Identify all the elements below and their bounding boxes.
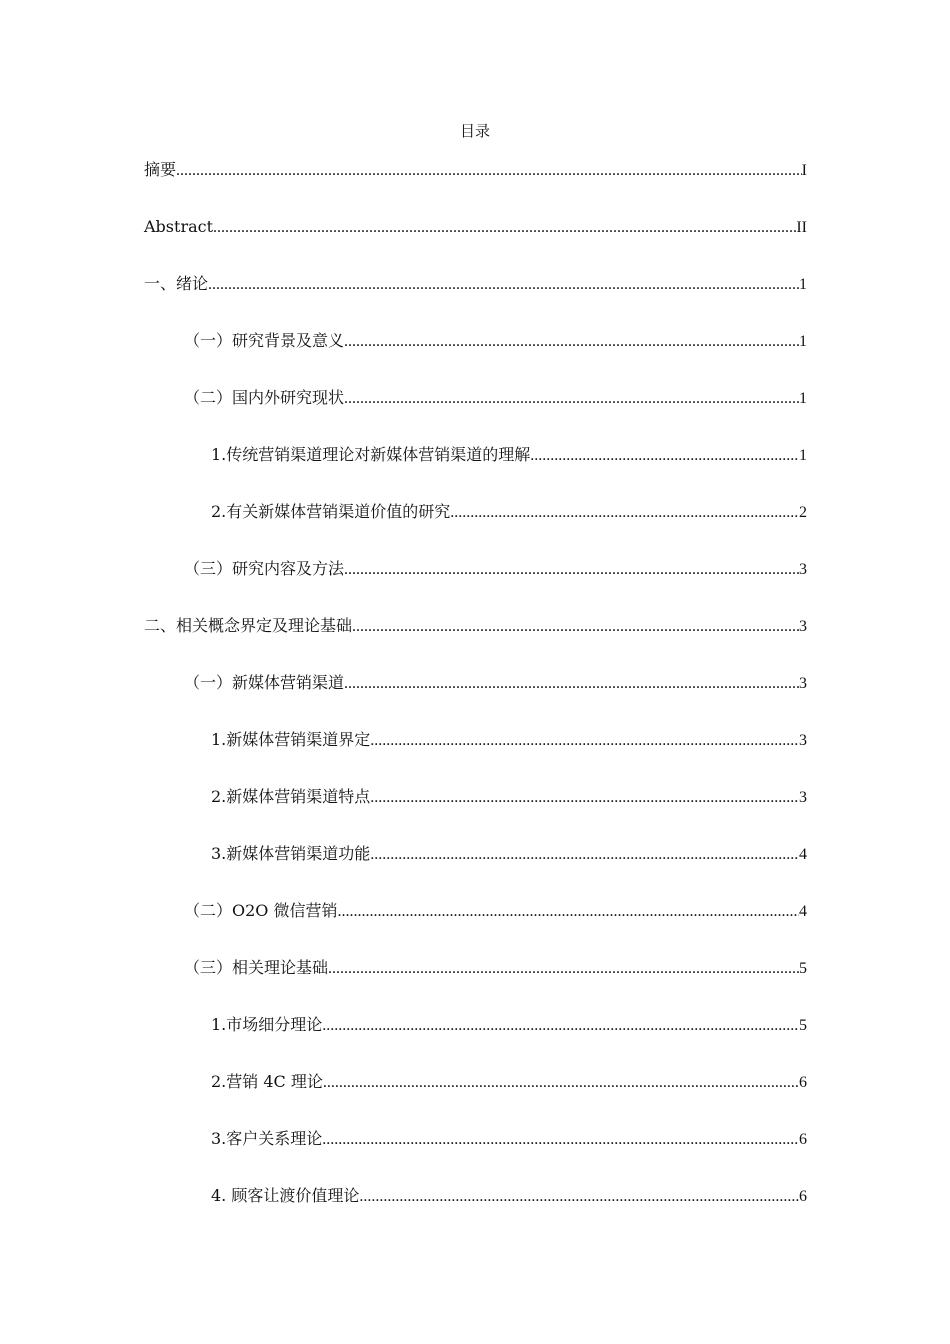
toc-dot-leader — [176, 159, 802, 183]
toc-entry-label: 3.客户关系理论 — [211, 1129, 323, 1148]
toc-entry-page: 6 — [799, 1188, 807, 1205]
toc-entry[interactable] — [144, 386, 807, 443]
toc-dot-leader — [344, 387, 799, 411]
toc-entry-label: （一）研究背景及意义 — [184, 331, 345, 350]
toc-dot-leader — [344, 558, 799, 582]
toc-entry-label: 2.营销 4C 理论 — [211, 1072, 323, 1091]
toc-title: 目录 — [459, 122, 490, 140]
toc-entry-label: 2.有关新媒体营销渠道价值的研究 — [211, 502, 451, 521]
toc-entry-page: 1 — [799, 390, 807, 407]
toc-dot-leader — [359, 1185, 799, 1209]
toc-entry-label: 摘要 — [144, 160, 177, 179]
toc-entry-page: I — [801, 162, 807, 179]
toc-dot-leader — [323, 1071, 799, 1095]
toc-entry[interactable] — [144, 1184, 807, 1241]
toc-entry-label: 2.新媒体营销渠道特点 — [211, 787, 371, 806]
toc-entry-page: 3 — [799, 789, 807, 806]
toc-entry-page: 3 — [799, 618, 807, 635]
toc-entry-page: 6 — [799, 1074, 807, 1091]
toc-entry[interactable] — [144, 842, 807, 899]
toc-entry-page: 5 — [799, 960, 807, 977]
toc-entry-page: 4 — [799, 903, 807, 920]
toc-dot-leader — [370, 729, 799, 753]
toc-dot-leader — [370, 843, 799, 867]
toc-entry-page: 1 — [799, 333, 807, 350]
toc-entry-label: 一、绪论 — [144, 274, 209, 293]
toc-entry[interactable] — [144, 272, 807, 329]
toc-dot-leader — [208, 273, 799, 297]
toc-entry-page: 1 — [799, 276, 807, 293]
toc-entry-page: 2 — [799, 504, 807, 521]
toc-entry-page: 3 — [799, 675, 807, 692]
toc-entry-page: 1 — [799, 447, 807, 464]
toc-dot-leader — [322, 1014, 799, 1038]
toc-entry-page: 4 — [799, 846, 807, 863]
toc-entry[interactable] — [144, 671, 807, 728]
toc-entry[interactable] — [144, 614, 807, 671]
toc-dot-leader — [322, 1128, 799, 1152]
toc-entry-label: 1.市场细分理论 — [211, 1015, 323, 1034]
toc-dot-leader — [338, 900, 799, 924]
toc-entry[interactable] — [144, 500, 807, 557]
toc-dot-leader — [530, 444, 799, 468]
toc-dot-leader — [344, 330, 799, 354]
toc-entry-page: 5 — [799, 1017, 807, 1034]
toc-entry-label: （三）研究内容及方法 — [184, 559, 345, 578]
toc-entry[interactable] — [144, 728, 807, 785]
toc-entry-label: （二）国内外研究现状 — [184, 388, 345, 407]
toc-entry-label: 1.传统营销渠道理论对新媒体营销渠道的理解 — [211, 445, 531, 464]
toc-entry-label: 4. 顾客让渡价值理论 — [211, 1186, 360, 1205]
toc-entry[interactable] — [144, 329, 807, 386]
toc-entry[interactable] — [144, 1070, 807, 1127]
toc-entry-label: 1.新媒体营销渠道界定 — [211, 730, 371, 749]
toc-entry-label: （二）O2O 微信营销 — [184, 901, 338, 920]
toc-entry[interactable] — [144, 158, 807, 215]
toc-entry-label: Abstract — [144, 217, 214, 236]
toc-entry[interactable] — [144, 557, 807, 614]
toc-entry[interactable] — [144, 956, 807, 1013]
toc-dot-leader — [213, 216, 796, 240]
toc-dot-leader — [328, 957, 799, 981]
toc-entry-label: 3.新媒体营销渠道功能 — [211, 844, 371, 863]
toc-entry-label: 二、相关概念界定及理论基础 — [144, 616, 353, 635]
toc-entry-label: （三）相关理论基础 — [184, 958, 329, 977]
toc-entry[interactable] — [144, 785, 807, 842]
toc-entry-label: （一）新媒体营销渠道 — [184, 673, 345, 692]
toc-entry[interactable] — [144, 1013, 807, 1070]
toc-dot-leader — [370, 786, 799, 810]
toc-entry-page: 3 — [799, 732, 807, 749]
toc-dot-leader — [450, 501, 799, 525]
toc-entry[interactable] — [144, 1127, 807, 1184]
toc-entry[interactable] — [144, 443, 807, 500]
toc-list — [144, 158, 807, 1241]
toc-dot-leader — [344, 672, 799, 696]
toc-dot-leader — [352, 615, 799, 639]
toc-entry[interactable] — [144, 899, 807, 956]
toc-entry[interactable] — [144, 215, 807, 272]
toc-entry-page: 3 — [799, 561, 807, 578]
toc-entry-page: 6 — [799, 1131, 807, 1148]
toc-entry-page: II — [796, 219, 807, 236]
